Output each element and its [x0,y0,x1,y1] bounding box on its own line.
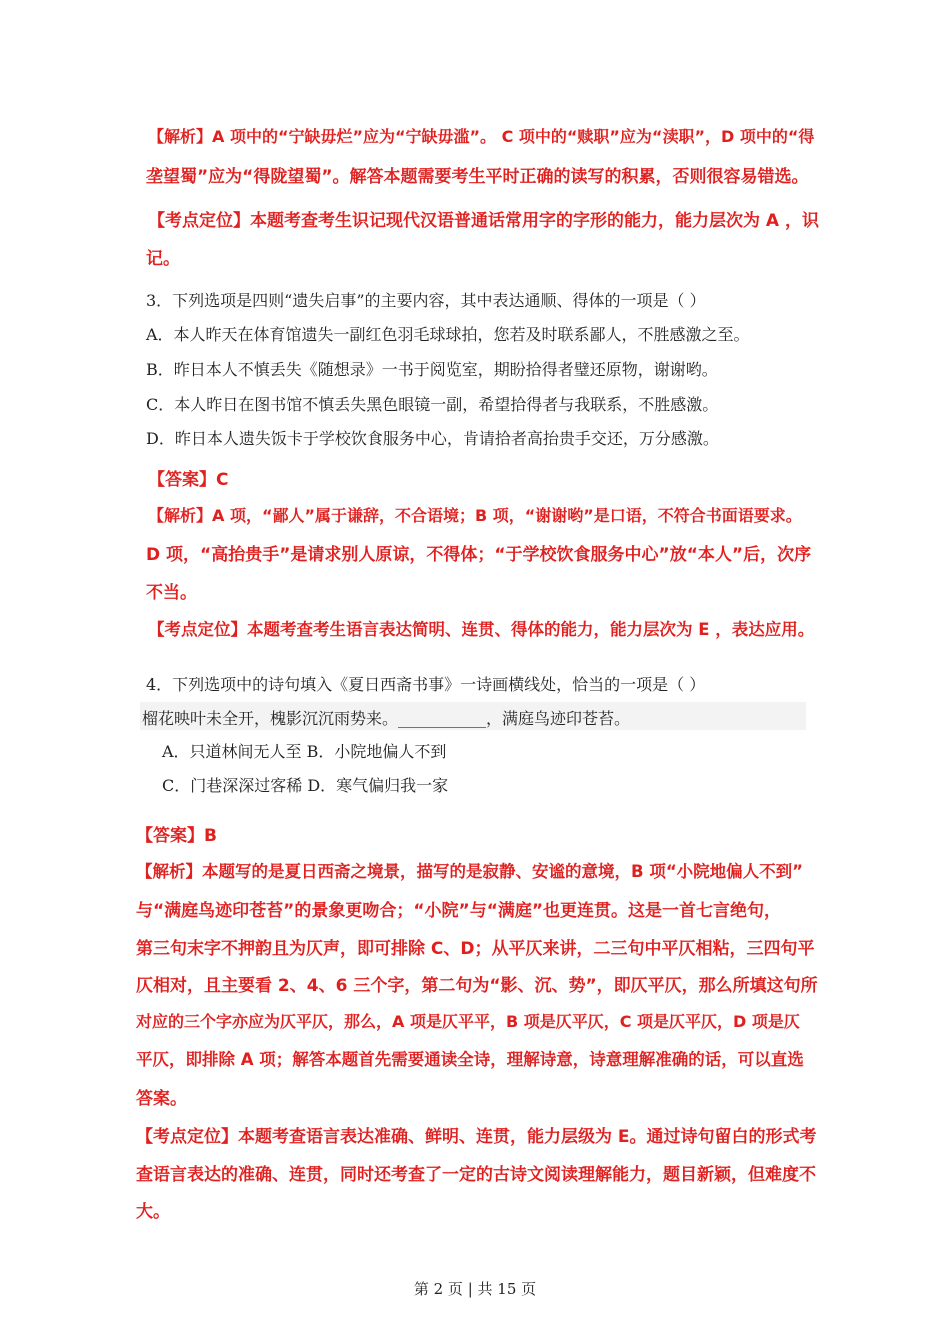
q4-options-row-1: A．只道林间无人至 B．小院地偏人不到 [162,742,447,761]
q4-analysis-line-2: 与“满庭鸟迹印苍苔”的景象更吻合；“小院”与“满庭”也更连贯。这是一首七言绝句， [136,901,782,921]
q4-analysis-line-3: 第三句末字不押韵且为仄声，即可排除 C、D；从平仄来讲，二三句中平仄相粘，三四句平 [136,939,815,959]
q2-analysis-line-1: 【解析】A 项中的“宁缺毋烂”应为“宁缺毋滥”。 C 项中的“赎职”应为“渎职”，D 项中的“得 [148,127,815,146]
q3-answer: 【答案】C [148,470,229,490]
q4-analysis-line-5: 对应的三个字亦应为仄平仄，那么，A 项是仄平平，B 项是仄平仄，C 项是仄平仄，D 项是仄 [136,1012,800,1031]
q4-position-line-2: 查语言表达的准确、连贯，同时还考查了一定的古诗文阅读理解能力，题目新颖，但难度不 [136,1165,816,1185]
q4-options-row-2: C．门巷深深过客稀 D．寒气偏归我一家 [162,776,449,795]
q3-analysis-line-2: D 项，“高抬贵手”是请求别人原谅，不得体；“于学校饮食服务中心”放“本人”后，次序 [146,545,812,565]
q3-position: 【考点定位】本题考查考生语言表达简明、连贯、得体的能力，能力层次为 E ，表达应用。 [148,620,815,639]
q4-poem: 榴花映叶未全开，槐影沉沉雨势来。___________，满庭鸟迹印苍苔。 [142,709,631,728]
q4-answer: 【答案】B [136,826,217,846]
q3-analysis-line-3: 不当。 [146,583,197,603]
page-footer: 第 2 页 | 共 15 页 [413,1280,537,1298]
q3-option-d: D．昨日本人遗失饭卡于学校饮食服务中心，肯请拾者高抬贵手交还，万分感激。 [146,429,719,448]
q4-analysis-line-1: 【解析】本题写的是夏日西斋之境景，描写的是寂静、安谧的意境，B 项“小院地偏人不到” [136,862,804,881]
q3-option-a: A．本人昨天在体育馆遗失一副红色羽毛球球拍，您若及时联系鄙人，不胜感激之至。 [146,325,750,344]
q4-analysis-line-6: 平仄，即排除 A 项；解答本题首先需要通读全诗，理解诗意，诗意理解准确的话，可以直选 [136,1050,804,1069]
q3-option-b: B．昨日本人不慎丢失《随想录》一书于阅览室，期盼拾得者璧还原物，谢谢哟。 [146,360,718,379]
q3-stem: 3．下列选项是四则“遗失启事”的主要内容，其中表达通顺、得体的一项是（ ） [146,291,706,310]
q4-analysis-line-4: 仄相对，且主要看 2、4、6 三个字，第二句为“影、沉、势”，即仄平仄，那么所填这句所 [136,976,818,996]
q2-analysis-line-2: 垄望蜀”应为“得陇望蜀”。解答本题需要考生平时正确的读写的积累，否则很容易错选。 [146,167,809,187]
q3-option-c: C．本人昨日在图书馆不慎丢失黑色眼镜一副，希望拾得者与我联系，不胜感激。 [146,395,719,414]
q4-stem: 4．下列选项中的诗句填入《夏日西斋书事》一诗画横线处，恰当的一项是（ ） [146,675,706,694]
q2-position-line-1: 【考点定位】本题考查考生识记现代汉语普通话常用字的字形的能力，能力层次为 A ，识 [148,211,819,231]
q4-position-line-1: 【考点定位】本题考查语言表达准确、鲜明、连贯，能力层级为 E。通过诗句留白的形式考 [136,1127,817,1147]
q4-position-line-3: 大。 [136,1202,170,1222]
q4-analysis-line-7: 答案。 [136,1089,187,1109]
q2-position-line-2: 记。 [146,249,180,269]
q3-analysis-line-1: 【解析】A 项，“鄙人”属于谦辞，不合语境；B 项，“谢谢哟”是口语，不符合书面语要求。 [148,506,802,525]
